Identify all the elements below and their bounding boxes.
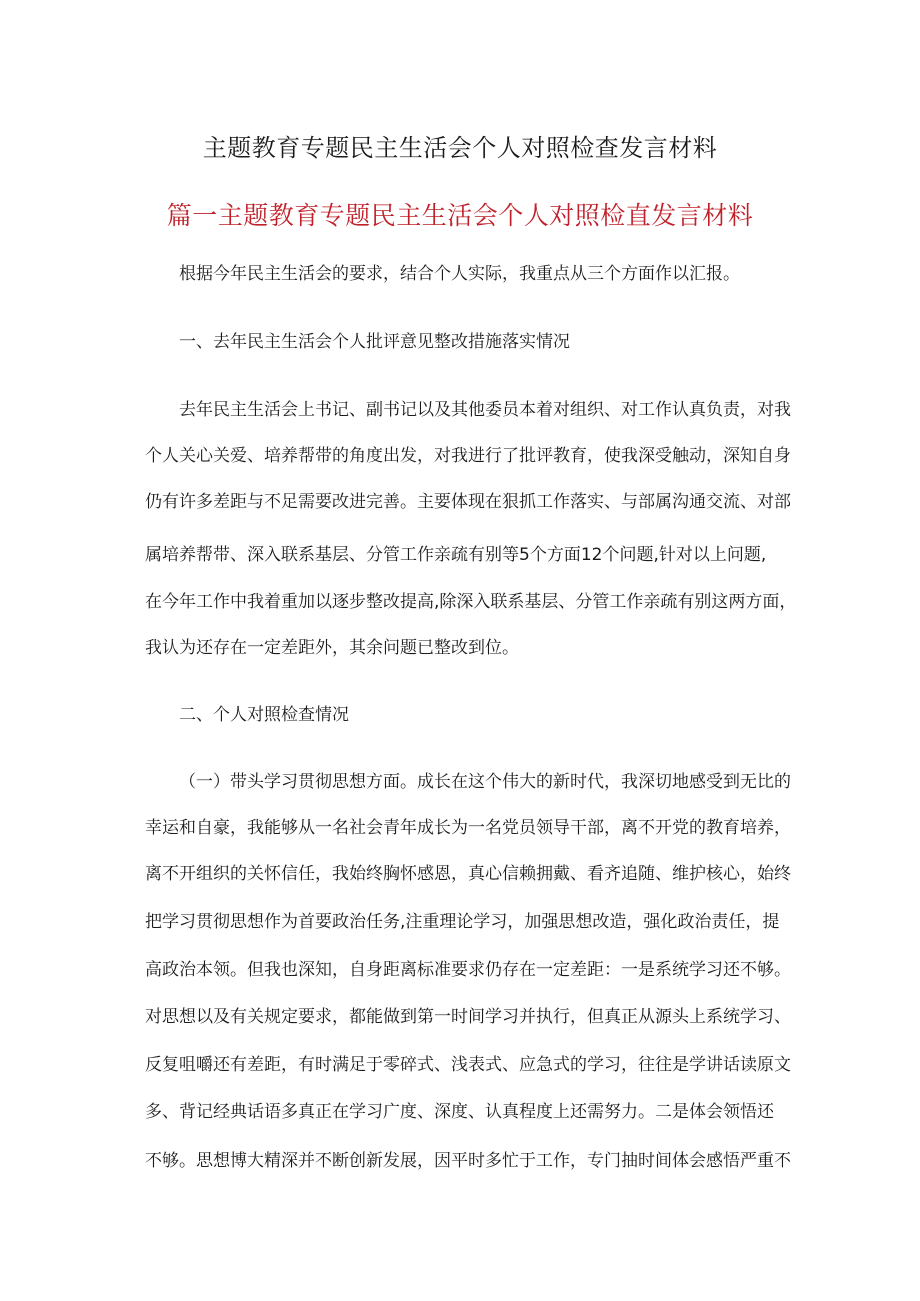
document-title: 主题教育专题民主生活会个人对照检查发言材料	[202, 134, 718, 162]
paragraph-line: 离不开组织的关怀信任，我始终胸怀感恩，真心信赖拥戴、看齐追随、维护核心，始终	[145, 864, 791, 884]
intro-paragraph: 根据今年民主生活会的要求，结合个人实际，我重点从三个方面作以汇报。	[179, 264, 740, 284]
paragraph-line: 幸运和自豪，我能够从一名社会青年成长为一名党员领导干部，离不开党的教育培养，	[145, 818, 791, 838]
paragraph-line: 属培养帮带、深入联系基层、分管工作亲疏有别等5个方面12个问题,针对以上问题,	[145, 545, 767, 565]
heading-one: 一、去年民主生活会个人批评意见整改措施落实情况	[179, 332, 570, 352]
paragraph-line: 多、背记经典话语多真正在学习广度、深度、认真程度上还需努力。二是体会领悟还	[145, 1102, 774, 1122]
section-title: 篇一主题教育专题民主生活会个人对照检直发言材料	[166, 201, 754, 230]
paragraph-line: 反复咀嚼还有差距，有时满足于零碎式、浅表式、应急式的学习，往往是学讲话读原文	[145, 1055, 791, 1075]
heading-two: 二、个人对照检查情况	[179, 705, 349, 725]
paragraph-line: 仍有许多差距与不足需要改进完善。主要体现在狠抓工作落实、与部属沟通交流、对部	[145, 492, 791, 512]
paragraph-line: 对思想以及有关规定要求，都能做到第一时间学习并执行，但真正从源头上系统学习、	[145, 1007, 791, 1027]
paragraph-line: 去年民主生活会上书记、副书记以及其他委员本着对组织、对工作认真负责，对我	[179, 400, 791, 420]
paragraph-line: 不够。思想博大精深并不断创新发展，因平时多忙于工作，专门抽时间体会感悟严重不	[145, 1151, 791, 1171]
paragraph-line: 我认为还存在一定差距外，其余问题已整改到位。	[145, 638, 519, 658]
paragraph-line: 高政治本领。但我也深知，自身距离标准要求仍存在一定差距：一是系统学习还不够。	[145, 960, 791, 980]
paragraph-line: 在今年工作中我着重加以逐步整改提高,除深入联系基层、分管工作亲疏有别这两方面，	[145, 592, 797, 612]
paragraph-line: 把学习贯彻思想作为首要政治任务,注重理论学习，加强思想改造，强化政治责任，提	[145, 912, 780, 932]
paragraph-line: 个人关心关爱、培养帮带的角度出发，对我进行了批评教育，使我深受触动，深知自身	[145, 446, 791, 466]
paragraph-line: （一）带头学习贯彻思想方面。成长在这个伟大的新时代，我深切地感受到无比的	[179, 772, 791, 792]
